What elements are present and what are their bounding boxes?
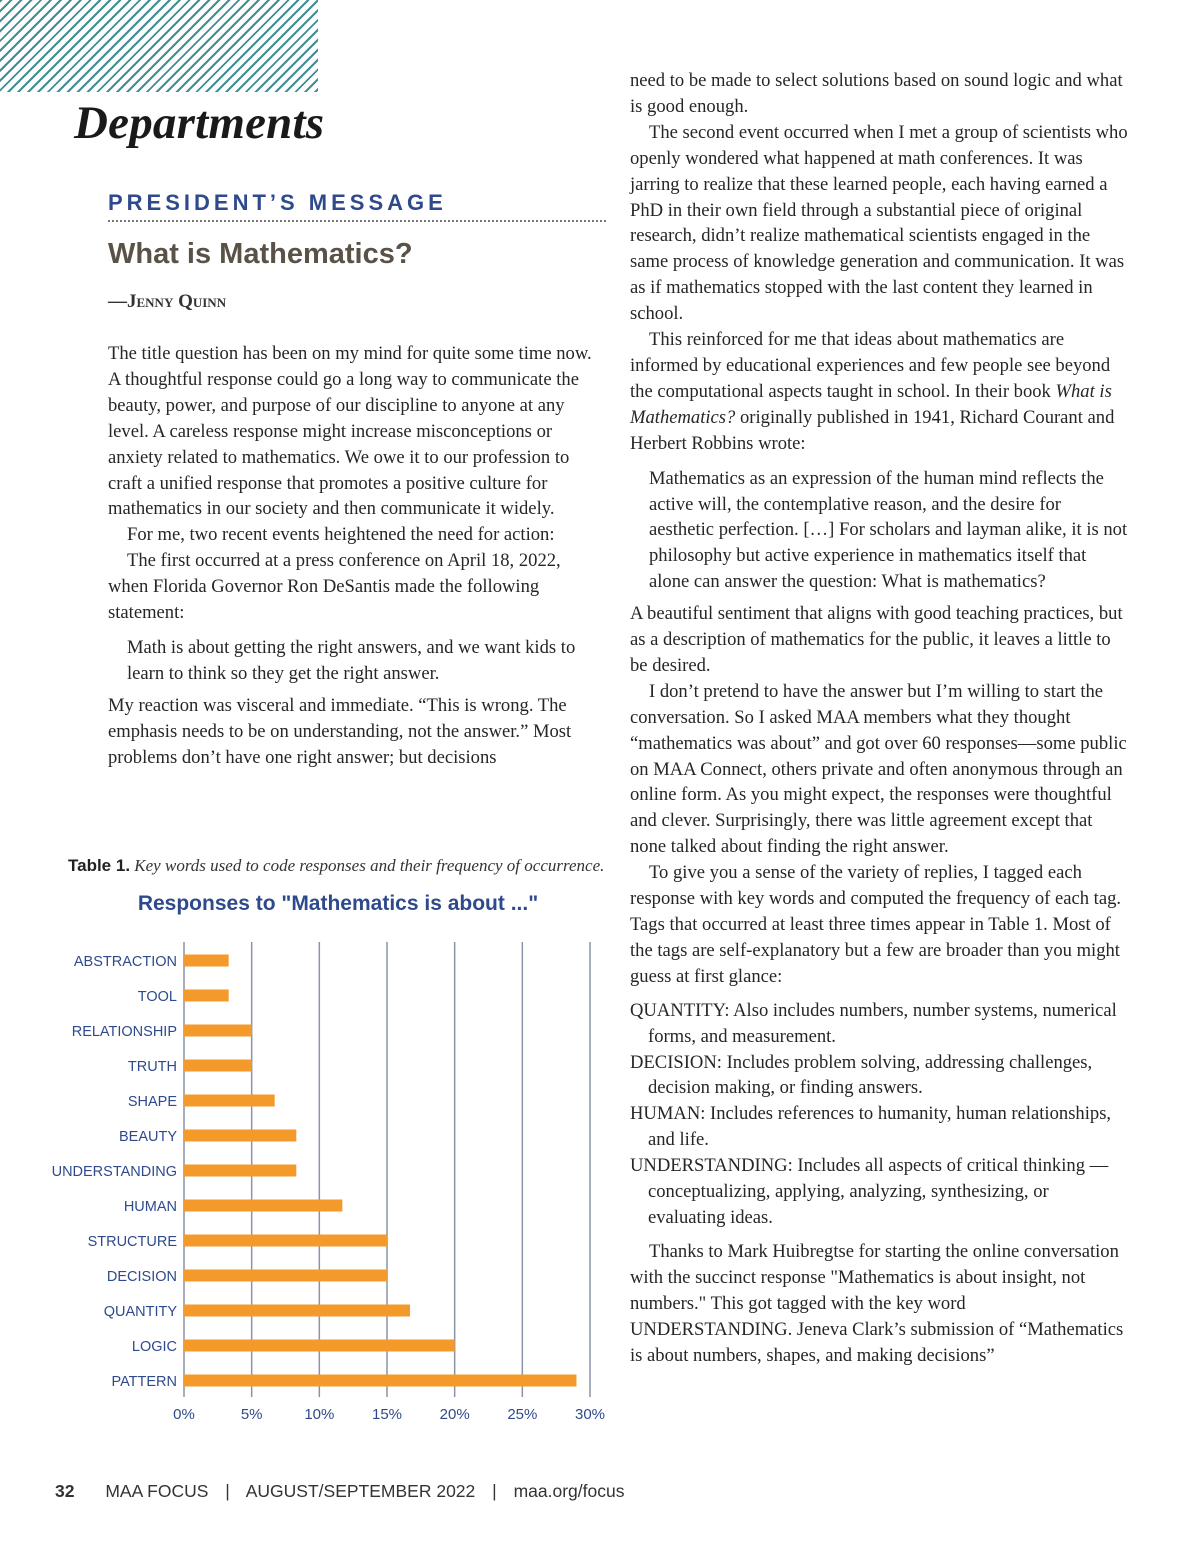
- paragraph: To give you a sense of the variety of replies, I tagged each response with key words and computed the frequency of each tag. Tags that occurred at least three times appear in Table 1. Most of the tags are self-explanatory but a few are broader than you might guess at first glance:: [630, 862, 1122, 987]
- chart-category-label: TRUTH: [127, 1059, 177, 1075]
- paragraph: Thanks to Mark Huibregtse for starting the online conversation with the succinct response "Mathematics is about insight, not numbers." This got tagged with the key word UNDERSTANDING. Jeneva Clark’s submission of “Mathematics is about numbers, shapes, and making decisions”: [630, 1240, 1124, 1366]
- chart-category-label: ABSTRACTION: [73, 954, 177, 970]
- chart-category-label: LOGIC: [131, 1339, 177, 1355]
- chart-bar: [184, 1165, 296, 1177]
- chart-x-tick-label: 20%: [439, 1406, 470, 1423]
- paragraph: The second event occurred when I met a group of scientists who openly wondered what happened at math conferences. It was jarring to realize that these learned people, each having earned a PhD in their own field through a substantial piece of original research, didn’t realize mathematical scientists engaged in the same process of knowledge generation and communication. It was as if mathematics stopped with the last content they learned in school.: [630, 121, 1128, 325]
- article-kicker: PRESIDENT’S MESSAGE: [108, 190, 606, 222]
- chart-x-tick-label: 15%: [371, 1406, 403, 1423]
- table-caption: [68, 856, 604, 876]
- definitions-list: [630, 998, 1130, 1231]
- footer-separator: |: [492, 1481, 497, 1501]
- text-run: This reinforced for me that ideas about mathematics are informed by educational experiences and few people see beyond the computational aspects taught in school. In their book: [630, 329, 1111, 402]
- paragraph: [630, 327, 1130, 457]
- chart-category-label: HUMAN: [123, 1199, 177, 1215]
- chart-bar: [184, 1025, 252, 1037]
- page-number: 32: [55, 1481, 75, 1501]
- chart-title: Responses to "Mathematics is about ...": [137, 892, 539, 915]
- chart-bar: [184, 1130, 296, 1142]
- paragraph: A beautiful sentiment that aligns with good teaching practices, but as a description of mathematics for the public, it leaves a little to be desired.: [630, 603, 1123, 676]
- right-column: [630, 68, 1130, 1368]
- page-footer: [55, 1481, 624, 1502]
- byline-text: —Jenny Quinn: [108, 291, 227, 312]
- byline: [108, 291, 226, 313]
- definition-item: QUANTITY: Also includes numbers, number systems, numerical forms, and measurement.: [630, 999, 1117, 1047]
- chart-bar: [184, 1375, 576, 1387]
- chart-category-label: TOOL: [137, 989, 177, 1005]
- chart-x-tick-label: 5%: [240, 1406, 263, 1423]
- table-label: Table 1.: [68, 856, 131, 875]
- table-caption-text: Key words used to code responses and their frequency of occurrence.: [134, 856, 605, 875]
- footer-url[interactable]: maa.org/focus: [513, 1481, 625, 1501]
- chart-bar: [184, 1305, 410, 1317]
- decorative-hatch-band: [0, 0, 318, 92]
- paragraph: The first occurred at a press conference on April 18, 2022, when Florida Governor Ron DeSantis made the following statement:: [108, 550, 561, 624]
- chart-bar: [184, 1200, 342, 1212]
- chart-category-label: QUANTITY: [103, 1304, 177, 1320]
- chart-category-label: UNDERSTANDING: [51, 1164, 177, 1180]
- chart-category-label: DECISION: [106, 1269, 177, 1285]
- block-quote: Mathematics as an expression of the human mind reflects the active will, the contemplative reason, and the desire for aesthetic perfection. […] For scholars and layman alike, it is not philosophy but active experience in mathematics itself that alone can answer the question: What is mathematics?: [649, 467, 1128, 593]
- chart-x-tick-label: 0%: [173, 1406, 195, 1423]
- paragraph: need to be made to select solutions based on sound logic and what is good enough.: [630, 70, 1123, 117]
- book-title: What is Mathematics?: [630, 380, 1112, 428]
- chart-bar: [184, 955, 229, 967]
- issue-date: AUGUST/SEPTEMBER 2022: [245, 1481, 476, 1501]
- chart-bar: [184, 1340, 455, 1352]
- paragraph: I don’t pretend to have the answer but I’m willing to start the conversation. So I asked MAA members what they thought “mathematics was about” and got over 60 responses—some public on MAA Connect, others private and often anonymous through an online form. As you might expect, the responses were thoughtful and clever. Surprisingly, there was little agreement except that none talked about finding the right answer.: [630, 680, 1127, 858]
- definition-item: HUMAN: Includes references to humanity, human relationships, and life.: [630, 1103, 1112, 1151]
- chart-category-label: RELATIONSHIP: [71, 1024, 177, 1040]
- chart-bar: [184, 1235, 387, 1247]
- paragraph: My reaction was visceral and immediate. “This is wrong. The emphasis needs to be on understanding, not the answer.” Most problems don’t have one right answer; but decisions: [108, 694, 572, 768]
- left-column: [108, 341, 604, 771]
- footer-separator: |: [225, 1481, 230, 1501]
- chart-category-label: SHAPE: [127, 1094, 177, 1110]
- chart-bar: [184, 990, 229, 1002]
- chart-bar: [184, 1095, 275, 1107]
- bar-chart: [40, 930, 620, 1430]
- definition-item: DECISION: Includes problem solving, addressing challenges, decision making, or finding answers.: [630, 1051, 1093, 1099]
- publication-name: MAA FOCUS: [105, 1481, 209, 1501]
- chart-x-tick-label: 10%: [304, 1406, 335, 1423]
- section-title: Departments: [74, 97, 325, 149]
- text-run: originally published in 1941, Richard Courant and Herbert Robbins wrote:: [630, 406, 1115, 454]
- chart-category-label: PATTERN: [111, 1374, 177, 1390]
- chart-x-tick-label: 25%: [507, 1406, 538, 1423]
- chart-bar: [184, 1060, 252, 1072]
- chart-category-label: STRUCTURE: [87, 1234, 177, 1250]
- chart-bar: [184, 1270, 387, 1282]
- chart-x-tick-label: 30%: [574, 1406, 606, 1423]
- chart-category-label: BEAUTY: [118, 1129, 177, 1145]
- article-title: What is Mathematics?: [108, 238, 413, 270]
- paragraph: For me, two recent events heightened the need for action:: [127, 524, 555, 546]
- block-quote: Math is about getting the right answers, and we want kids to learn to think so they get the right answer.: [127, 636, 576, 684]
- paragraph: The title question has been on my mind for quite some time now. A thoughtful response could go a long way to communicate the beauty, power, and purpose of our discipline to anyone at any level. A careless response might increase misconceptions or anxiety related to mathematics. We owe it to our profession to craft a unified response that promotes a positive culture for mathematics in our society and then communicate it widely.: [108, 343, 592, 520]
- definition-item: UNDERSTANDING: Includes all aspects of critical thinking —conceptualizing, applying, analyzing, synthesizing, or evaluating ideas.: [630, 1155, 1109, 1228]
